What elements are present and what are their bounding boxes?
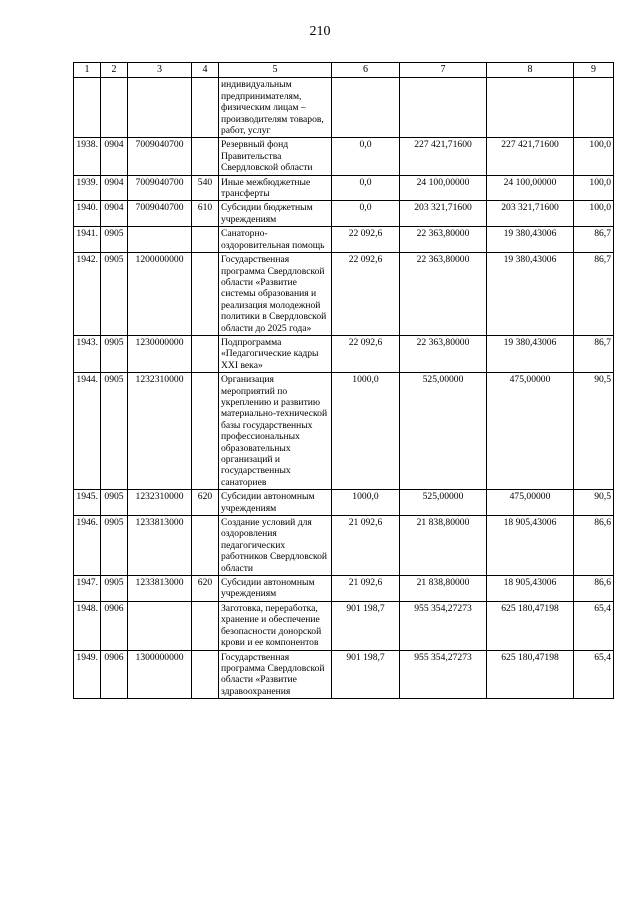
section-code-cell: 0905 <box>101 253 128 336</box>
executed-amount-cell: 18 905,43006 <box>487 516 574 576</box>
target-code-cell <box>128 227 192 253</box>
column-header: 3 <box>128 63 192 78</box>
row-number-cell: 1940. <box>74 201 101 227</box>
section-code-cell: 0906 <box>101 650 128 699</box>
section-code-cell: 0905 <box>101 516 128 576</box>
expense-type-cell <box>192 516 219 576</box>
item-name-cell: Субсидии бюджетным учреждениям <box>219 201 332 227</box>
target-code-cell <box>128 601 192 650</box>
target-code-cell: 7009040700 <box>128 175 192 201</box>
table-row <box>74 138 614 175</box>
planned-amount-cell <box>332 78 400 138</box>
budget-table <box>73 62 614 699</box>
target-code-cell: 7009040700 <box>128 201 192 227</box>
table-body <box>74 78 614 699</box>
approved-amount-cell <box>400 78 487 138</box>
column-header: 5 <box>219 63 332 78</box>
item-name-cell: Подпрограмма «Педагогические кадры XXI века» <box>219 335 332 372</box>
column-header: 8 <box>487 63 574 78</box>
planned-amount-cell: 21 092,6 <box>332 516 400 576</box>
executed-amount-cell: 19 380,43006 <box>487 335 574 372</box>
target-code-cell: 1200000000 <box>128 253 192 336</box>
execution-percent-cell: 86,6 <box>574 516 614 576</box>
target-code-cell: 1233813000 <box>128 576 192 602</box>
approved-amount-cell: 24 100,00000 <box>400 175 487 201</box>
section-code-cell <box>101 78 128 138</box>
page-number: 210 <box>309 24 331 39</box>
item-name-cell: Государственная программа Свердловской области «Развитие здравоохранения <box>219 650 332 699</box>
executed-amount-cell: 24 100,00000 <box>487 175 574 201</box>
approved-amount-cell: 955 354,27273 <box>400 650 487 699</box>
item-name-cell: Заготовка, переработка, хранение и обеспечение безопасности донорской крови и ее компонентов <box>219 601 332 650</box>
planned-amount-cell: 21 092,6 <box>332 576 400 602</box>
planned-amount-cell: 901 198,7 <box>332 601 400 650</box>
approved-amount-cell: 21 838,80000 <box>400 576 487 602</box>
table-row <box>74 650 614 699</box>
row-number-cell: 1947. <box>74 576 101 602</box>
row-number-cell: 1942. <box>74 253 101 336</box>
executed-amount-cell: 19 380,43006 <box>487 253 574 336</box>
section-code-cell: 0904 <box>101 138 128 175</box>
expense-type-cell <box>192 78 219 138</box>
row-number-cell: 1945. <box>74 490 101 516</box>
section-code-cell: 0905 <box>101 335 128 372</box>
planned-amount-cell: 901 198,7 <box>332 650 400 699</box>
table-row <box>74 175 614 201</box>
row-number-cell: 1941. <box>74 227 101 253</box>
approved-amount-cell: 525,00000 <box>400 373 487 490</box>
target-code-cell: 1300000000 <box>128 650 192 699</box>
table-row <box>74 490 614 516</box>
row-number-cell: 1949. <box>74 650 101 699</box>
item-name-cell: Субсидии автономным учреждениям <box>219 490 332 516</box>
section-code-cell: 0905 <box>101 373 128 490</box>
expense-type-cell <box>192 373 219 490</box>
item-name-cell: Организация мероприятий по укреплению и развитию материально-технической базы государственных профессиональных образовательных организаций и государственных санаториев <box>219 373 332 490</box>
approved-amount-cell: 203 321,71600 <box>400 201 487 227</box>
table-row <box>74 227 614 253</box>
target-code-cell: 1232310000 <box>128 373 192 490</box>
row-number-cell: 1946. <box>74 516 101 576</box>
executed-amount-cell: 475,00000 <box>487 373 574 490</box>
target-code-cell: 1232310000 <box>128 490 192 516</box>
item-name-cell: Создание условий для оздоровления педагогических работников Свердловской области <box>219 516 332 576</box>
approved-amount-cell: 21 838,80000 <box>400 516 487 576</box>
approved-amount-cell: 22 363,80000 <box>400 335 487 372</box>
execution-percent-cell: 86,7 <box>574 253 614 336</box>
planned-amount-cell: 22 092,6 <box>332 335 400 372</box>
executed-amount-cell: 625 180,47198 <box>487 650 574 699</box>
table-row <box>74 335 614 372</box>
table-row <box>74 576 614 602</box>
execution-percent-cell <box>574 78 614 138</box>
planned-amount-cell: 0,0 <box>332 138 400 175</box>
planned-amount-cell: 0,0 <box>332 201 400 227</box>
column-header: 9 <box>574 63 614 78</box>
item-name-cell: Иные межбюджетные трансферты <box>219 175 332 201</box>
column-header: 2 <box>101 63 128 78</box>
expense-type-cell: 610 <box>192 201 219 227</box>
expense-type-cell <box>192 227 219 253</box>
execution-percent-cell: 86,7 <box>574 335 614 372</box>
row-number-cell: 1943. <box>74 335 101 372</box>
column-header: 6 <box>332 63 400 78</box>
expense-type-cell <box>192 601 219 650</box>
item-name-cell: Субсидии автономным учреждениям <box>219 576 332 602</box>
approved-amount-cell: 525,00000 <box>400 490 487 516</box>
table-row <box>74 78 614 138</box>
executed-amount-cell: 475,00000 <box>487 490 574 516</box>
execution-percent-cell: 65,4 <box>574 650 614 699</box>
executed-amount-cell: 19 380,43006 <box>487 227 574 253</box>
section-code-cell: 0904 <box>101 175 128 201</box>
expense-type-cell: 540 <box>192 175 219 201</box>
row-number-cell: 1938. <box>74 138 101 175</box>
execution-percent-cell: 100,0 <box>574 138 614 175</box>
execution-percent-cell: 65,4 <box>574 601 614 650</box>
approved-amount-cell: 227 421,71600 <box>400 138 487 175</box>
table-row <box>74 516 614 576</box>
executed-amount-cell: 625 180,47198 <box>487 601 574 650</box>
column-header: 7 <box>400 63 487 78</box>
section-code-cell: 0906 <box>101 601 128 650</box>
row-number-cell: 1939. <box>74 175 101 201</box>
execution-percent-cell: 90,5 <box>574 373 614 490</box>
target-code-cell <box>128 78 192 138</box>
item-name-cell: Государственная программа Свердловской области «Развитие системы образования и реализация молодежной политики в Свердловской области до 2025 года» <box>219 253 332 336</box>
approved-amount-cell: 22 363,80000 <box>400 227 487 253</box>
approved-amount-cell: 955 354,27273 <box>400 601 487 650</box>
planned-amount-cell: 0,0 <box>332 175 400 201</box>
column-header: 1 <box>74 63 101 78</box>
expense-type-cell: 620 <box>192 576 219 602</box>
executed-amount-cell: 18 905,43006 <box>487 576 574 602</box>
target-code-cell: 7009040700 <box>128 138 192 175</box>
section-code-cell: 0904 <box>101 201 128 227</box>
planned-amount-cell: 1000,0 <box>332 373 400 490</box>
section-code-cell: 0905 <box>101 576 128 602</box>
execution-percent-cell: 86,7 <box>574 227 614 253</box>
table-row <box>74 201 614 227</box>
approved-amount-cell: 22 363,80000 <box>400 253 487 336</box>
executed-amount-cell <box>487 78 574 138</box>
expense-type-cell: 620 <box>192 490 219 516</box>
table-row <box>74 373 614 490</box>
table-header-row <box>74 63 614 78</box>
item-name-cell: Резервный фонд Правительства Свердловской области <box>219 138 332 175</box>
execution-percent-cell: 100,0 <box>574 175 614 201</box>
expense-type-cell <box>192 650 219 699</box>
execution-percent-cell: 100,0 <box>574 201 614 227</box>
expense-type-cell <box>192 138 219 175</box>
item-name-cell: Санаторно-оздоровительная помощь <box>219 227 332 253</box>
column-header: 4 <box>192 63 219 78</box>
executed-amount-cell: 227 421,71600 <box>487 138 574 175</box>
row-number-cell: 1944. <box>74 373 101 490</box>
execution-percent-cell: 86,6 <box>574 576 614 602</box>
target-code-cell: 1230000000 <box>128 335 192 372</box>
section-code-cell: 0905 <box>101 490 128 516</box>
planned-amount-cell: 22 092,6 <box>332 227 400 253</box>
target-code-cell: 1233813000 <box>128 516 192 576</box>
planned-amount-cell: 1000,0 <box>332 490 400 516</box>
expense-type-cell <box>192 335 219 372</box>
item-name-cell: индивидуальным предпринимателям, физическим лицам – производителям товаров, работ, услуг <box>219 78 332 138</box>
section-code-cell: 0905 <box>101 227 128 253</box>
table-row <box>74 253 614 336</box>
execution-percent-cell: 90,5 <box>574 490 614 516</box>
executed-amount-cell: 203 321,71600 <box>487 201 574 227</box>
expense-type-cell <box>192 253 219 336</box>
planned-amount-cell: 22 092,6 <box>332 253 400 336</box>
row-number-cell: 1948. <box>74 601 101 650</box>
row-number-cell <box>74 78 101 138</box>
table-row <box>74 601 614 650</box>
